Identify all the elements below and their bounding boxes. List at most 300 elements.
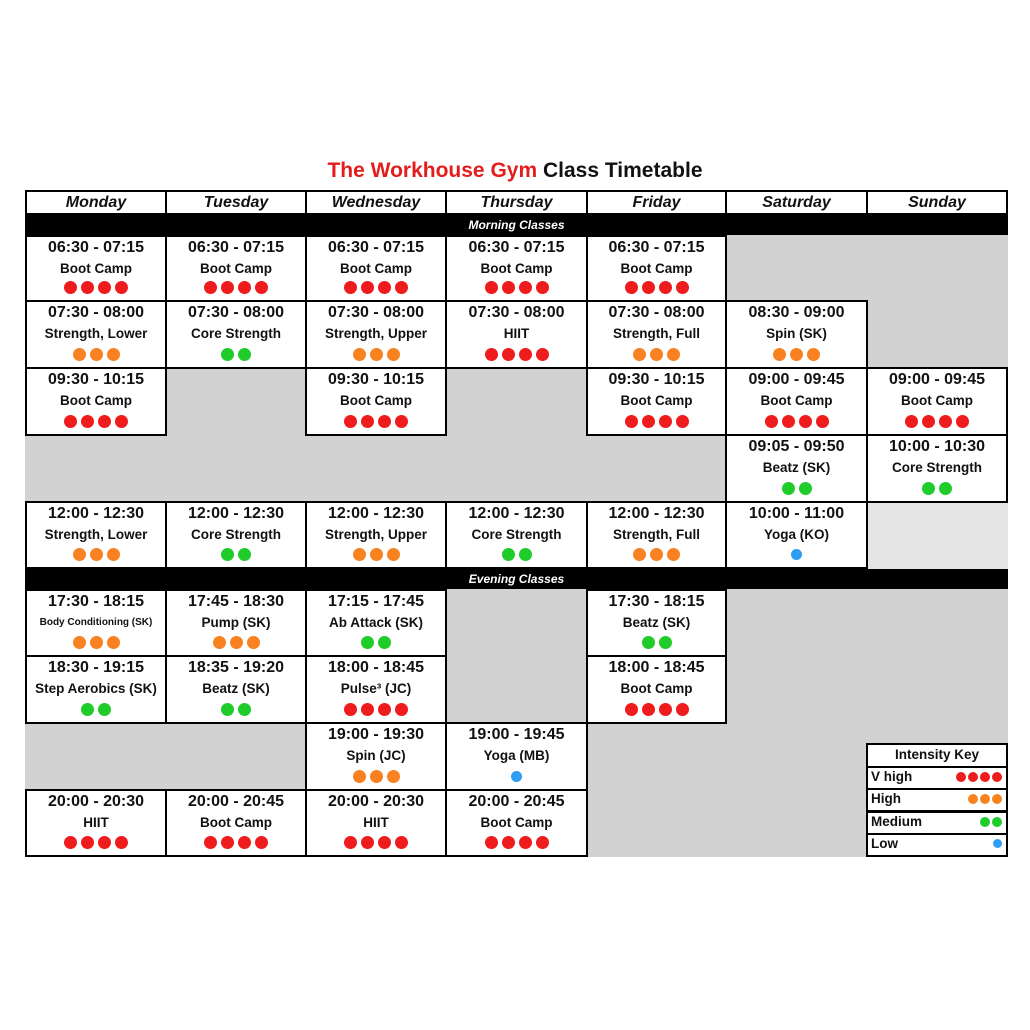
intensity-dot-icon xyxy=(395,281,408,294)
intensity-dot-icon xyxy=(633,548,646,561)
class-cell xyxy=(25,589,167,657)
class-time: 12:00 - 12:30 xyxy=(47,505,145,522)
class-name: Strength, Full xyxy=(613,527,700,542)
intensity-dot-icon xyxy=(485,836,498,849)
intensity-dot-icon xyxy=(361,415,374,428)
intensity-dot-icon xyxy=(81,415,94,428)
intensity-dots xyxy=(727,482,866,498)
intensity-dot-icon xyxy=(73,548,86,561)
empty-slot xyxy=(586,722,727,857)
class-name: Core Strength xyxy=(190,527,281,542)
intensity-dots xyxy=(868,482,1006,498)
class-cell xyxy=(866,367,1008,436)
intensity-dot-icon xyxy=(939,482,952,495)
intensity-dots xyxy=(447,770,586,786)
class-time: 17:45 - 18:30 xyxy=(187,593,285,610)
empty-slot xyxy=(25,722,307,790)
intensity-key-label: Medium xyxy=(871,814,923,829)
intensity-dot-icon xyxy=(650,548,663,561)
intensity-dot-icon xyxy=(221,703,234,716)
class-time: 09:30 - 10:15 xyxy=(608,371,705,388)
intensity-dot-icon xyxy=(992,817,1002,827)
class-name: Step Aerobics (SK) xyxy=(35,681,157,696)
intensity-dots xyxy=(167,836,305,852)
day-header-wednesday: Wednesday xyxy=(305,190,447,215)
class-cell xyxy=(25,235,167,302)
class-cell xyxy=(445,789,588,857)
intensity-key-dots xyxy=(955,771,1003,783)
intensity-dot-icon xyxy=(395,415,408,428)
intensity-key-title: Intensity Key xyxy=(894,747,980,762)
intensity-dot-icon xyxy=(667,548,680,561)
intensity-dot-icon xyxy=(790,348,803,361)
intensity-dot-icon xyxy=(107,636,120,649)
intensity-dot-icon xyxy=(370,348,383,361)
class-cell xyxy=(25,655,167,724)
intensity-dot-icon xyxy=(81,703,94,716)
intensity-dot-icon xyxy=(221,348,234,361)
empty-slot xyxy=(866,501,1008,569)
class-cell xyxy=(165,501,307,569)
gym-name: The Workhouse Gym xyxy=(327,159,538,182)
class-name: Ab Attack (SK) xyxy=(328,615,423,630)
intensity-dot-icon xyxy=(667,348,680,361)
intensity-dots xyxy=(27,281,165,297)
intensity-dot-icon xyxy=(922,415,935,428)
class-time: 12:00 - 12:30 xyxy=(468,505,565,522)
intensity-dot-icon xyxy=(115,836,128,849)
empty-slot xyxy=(25,434,727,503)
intensity-dot-icon xyxy=(395,836,408,849)
class-name: Boot Camp xyxy=(480,261,553,276)
intensity-dot-icon xyxy=(968,772,978,782)
intensity-dot-icon xyxy=(64,281,77,294)
intensity-dots xyxy=(588,703,725,719)
intensity-dot-icon xyxy=(387,348,400,361)
class-cell xyxy=(25,501,167,569)
class-time: 07:30 - 08:00 xyxy=(468,304,565,321)
intensity-dots xyxy=(167,348,305,364)
intensity-dots xyxy=(447,281,586,297)
intensity-dot-icon xyxy=(221,836,234,849)
class-cell xyxy=(165,789,307,857)
class-cell xyxy=(586,655,727,724)
class-name: Pulse³ (JC) xyxy=(340,681,412,696)
class-name: Core Strength xyxy=(891,460,982,475)
empty-slot xyxy=(446,367,588,436)
empty-slot xyxy=(866,300,1008,369)
intensity-dot-icon xyxy=(90,348,103,361)
intensity-dots xyxy=(27,836,165,852)
intensity-dot-icon xyxy=(922,482,935,495)
class-name: Boot Camp xyxy=(760,393,833,408)
intensity-dot-icon xyxy=(361,703,374,716)
intensity-dot-icon xyxy=(816,415,829,428)
class-name: Boot Camp xyxy=(200,815,272,830)
intensity-dot-icon xyxy=(642,636,655,649)
intensity-dot-icon xyxy=(73,636,86,649)
intensity-dot-icon xyxy=(344,281,357,294)
intensity-dot-icon xyxy=(659,636,672,649)
class-time: 06:30 - 07:15 xyxy=(327,239,425,256)
intensity-dot-icon xyxy=(625,281,638,294)
class-cell xyxy=(305,655,447,724)
intensity-dot-icon xyxy=(90,636,103,649)
intensity-dots xyxy=(27,548,165,564)
intensity-dot-icon xyxy=(642,281,655,294)
intensity-dot-icon xyxy=(625,415,638,428)
intensity-dots xyxy=(588,415,725,431)
class-name: Boot Camp xyxy=(620,393,693,408)
intensity-dot-icon xyxy=(238,281,251,294)
class-time: 20:00 - 20:45 xyxy=(468,793,565,810)
intensity-dot-icon xyxy=(221,281,234,294)
class-time: 06:30 - 07:15 xyxy=(47,239,145,256)
class-cell xyxy=(866,434,1008,503)
intensity-dots xyxy=(588,348,725,364)
intensity-dot-icon xyxy=(81,281,94,294)
class-cell xyxy=(165,589,307,657)
class-cell xyxy=(25,789,167,857)
class-time: 10:00 - 10:30 xyxy=(888,438,986,455)
intensity-dot-icon xyxy=(633,348,646,361)
intensity-key-dots xyxy=(967,793,1003,805)
class-time: 12:00 - 12:30 xyxy=(187,505,285,522)
class-name: Pump (SK) xyxy=(201,615,271,630)
intensity-dot-icon xyxy=(344,703,357,716)
class-time: 09:00 - 09:45 xyxy=(888,371,986,388)
intensity-dot-icon xyxy=(519,548,532,561)
intensity-dot-icon xyxy=(361,281,374,294)
intensity-dot-icon xyxy=(378,836,391,849)
intensity-dot-icon xyxy=(64,836,77,849)
intensity-dot-icon xyxy=(642,703,655,716)
intensity-dot-icon xyxy=(353,770,366,783)
class-name: Core Strength xyxy=(471,527,562,542)
intensity-dot-icon xyxy=(502,548,515,561)
class-name: HIIT xyxy=(83,815,109,830)
intensity-dot-icon xyxy=(536,836,549,849)
class-time: 09:30 - 10:15 xyxy=(47,371,145,388)
class-name: Boot Camp xyxy=(200,261,272,276)
intensity-dot-icon xyxy=(213,636,226,649)
class-time: 07:30 - 08:00 xyxy=(327,304,425,321)
class-time: 06:30 - 07:15 xyxy=(187,239,285,256)
class-name: Boot Camp xyxy=(480,815,553,830)
class-name: Strength, Lower xyxy=(44,326,148,341)
intensity-dot-icon xyxy=(255,836,268,849)
intensity-dots xyxy=(27,703,165,719)
intensity-dot-icon xyxy=(90,548,103,561)
class-time: 07:30 - 08:00 xyxy=(47,304,145,321)
intensity-dot-icon xyxy=(344,836,357,849)
class-time: 09:30 - 10:15 xyxy=(327,371,425,388)
intensity-dot-icon xyxy=(536,281,549,294)
empty-slot xyxy=(446,589,588,724)
intensity-dot-icon xyxy=(519,836,532,849)
intensity-dot-icon xyxy=(238,703,251,716)
class-time: 06:30 - 07:15 xyxy=(608,239,705,256)
class-time: 18:00 - 18:45 xyxy=(327,659,425,676)
intensity-dot-icon xyxy=(519,281,532,294)
class-cell xyxy=(305,722,447,791)
intensity-dot-icon xyxy=(344,415,357,428)
class-name: Strength, Full xyxy=(613,326,700,341)
intensity-dot-icon xyxy=(204,836,217,849)
intensity-dot-icon xyxy=(378,636,391,649)
section-bar-morning: Morning Classes xyxy=(25,215,1008,235)
intensity-dot-icon xyxy=(511,771,522,782)
intensity-dot-icon xyxy=(387,548,400,561)
intensity-dot-icon xyxy=(98,281,111,294)
class-time: 20:00 - 20:30 xyxy=(327,793,425,810)
intensity-dots xyxy=(588,548,725,564)
intensity-dots xyxy=(307,770,445,786)
intensity-dots xyxy=(727,415,866,431)
intensity-dots xyxy=(307,836,445,852)
class-cell xyxy=(445,722,588,791)
intensity-dot-icon xyxy=(993,839,1002,848)
intensity-dot-icon xyxy=(502,348,515,361)
class-cell xyxy=(586,367,727,436)
intensity-dot-icon xyxy=(370,770,383,783)
class-name: Body Conditioning (SK) xyxy=(39,617,153,628)
class-cell xyxy=(445,300,588,369)
intensity-dot-icon xyxy=(238,548,251,561)
intensity-dot-icon xyxy=(204,281,217,294)
intensity-dots xyxy=(27,348,165,364)
intensity-dot-icon xyxy=(247,636,260,649)
class-time: 06:30 - 07:15 xyxy=(468,239,565,256)
intensity-dots xyxy=(27,415,165,431)
class-name: Boot Camp xyxy=(340,393,412,408)
intensity-dot-icon xyxy=(378,703,391,716)
intensity-dot-icon xyxy=(64,415,77,428)
intensity-key-row xyxy=(866,833,1008,857)
intensity-dot-icon xyxy=(980,817,990,827)
class-cell xyxy=(586,300,727,369)
class-cell xyxy=(586,235,727,302)
intensity-dot-icon xyxy=(536,348,549,361)
class-time: 09:05 - 09:50 xyxy=(748,438,845,455)
intensity-dot-icon xyxy=(992,794,1002,804)
intensity-dot-icon xyxy=(659,703,672,716)
intensity-dots xyxy=(588,636,725,652)
intensity-dots xyxy=(727,348,866,364)
class-time: 19:00 - 19:45 xyxy=(468,726,565,743)
intensity-dot-icon xyxy=(956,415,969,428)
intensity-key-label: High xyxy=(871,791,901,806)
intensity-dot-icon xyxy=(939,415,952,428)
class-time: 17:30 - 18:15 xyxy=(608,593,705,610)
intensity-dots xyxy=(307,348,445,364)
intensity-key-label: Low xyxy=(871,836,898,851)
intensity-dots xyxy=(307,281,445,297)
class-cell xyxy=(305,589,447,657)
intensity-dot-icon xyxy=(230,636,243,649)
intensity-dot-icon xyxy=(107,348,120,361)
intensity-dot-icon xyxy=(361,636,374,649)
class-name: HIIT xyxy=(503,326,530,341)
class-time: 18:35 - 19:20 xyxy=(187,659,285,676)
empty-slot xyxy=(725,235,1008,302)
intensity-dot-icon xyxy=(765,415,778,428)
class-name: Spin (JC) xyxy=(346,748,406,763)
intensity-dot-icon xyxy=(378,281,391,294)
class-name: Boot Camp xyxy=(60,393,132,408)
intensity-dot-icon xyxy=(980,794,990,804)
day-header-friday: Friday xyxy=(586,190,727,215)
title-suffix: Class Timetable xyxy=(542,159,703,182)
intensity-dots xyxy=(307,548,445,564)
class-time: 12:00 - 12:30 xyxy=(327,505,425,522)
intensity-dots xyxy=(167,281,305,297)
intensity-dot-icon xyxy=(98,836,111,849)
intensity-dot-icon xyxy=(485,281,498,294)
class-cell xyxy=(165,235,307,302)
intensity-dots xyxy=(167,636,305,652)
intensity-key-dots xyxy=(992,838,1003,850)
intensity-dots xyxy=(307,636,445,652)
class-time: 18:30 - 19:15 xyxy=(47,659,145,676)
class-time: 09:00 - 09:45 xyxy=(748,371,845,388)
intensity-dot-icon xyxy=(238,836,251,849)
class-time: 18:00 - 18:45 xyxy=(608,659,705,676)
class-time: 12:00 - 12:30 xyxy=(608,505,705,522)
intensity-dot-icon xyxy=(659,415,672,428)
class-name: Boot Camp xyxy=(60,261,132,276)
intensity-dots xyxy=(307,415,445,431)
intensity-dot-icon xyxy=(370,548,383,561)
intensity-dots xyxy=(307,703,445,719)
intensity-dots xyxy=(727,548,866,564)
class-cell xyxy=(586,501,727,569)
day-header-sunday: Sunday xyxy=(866,190,1008,215)
intensity-dot-icon xyxy=(642,415,655,428)
intensity-dot-icon xyxy=(353,548,366,561)
intensity-dot-icon xyxy=(905,415,918,428)
intensity-dot-icon xyxy=(676,281,689,294)
class-cell xyxy=(725,367,868,436)
class-cell xyxy=(25,367,167,436)
class-name: Boot Camp xyxy=(620,261,693,276)
class-cell xyxy=(725,300,868,369)
class-cell xyxy=(445,235,588,302)
class-name: Beatz (SK) xyxy=(622,615,691,630)
class-cell xyxy=(725,434,868,503)
class-time: 07:30 - 08:00 xyxy=(187,304,285,321)
intensity-key-dots xyxy=(979,816,1003,828)
intensity-dots xyxy=(167,703,305,719)
intensity-dot-icon xyxy=(676,703,689,716)
class-name: Beatz (SK) xyxy=(762,460,831,475)
intensity-key-row xyxy=(866,766,1008,790)
class-name: HIIT xyxy=(363,815,389,830)
intensity-dot-icon xyxy=(115,415,128,428)
class-time: 17:15 - 17:45 xyxy=(327,593,425,610)
intensity-dot-icon xyxy=(485,348,498,361)
intensity-dots xyxy=(167,548,305,564)
intensity-dot-icon xyxy=(361,836,374,849)
empty-slot xyxy=(165,367,307,436)
class-time: 20:00 - 20:30 xyxy=(47,793,145,810)
class-name: Yoga (KO) xyxy=(764,527,829,542)
intensity-dot-icon xyxy=(81,836,94,849)
intensity-dots xyxy=(868,415,1006,431)
class-name: Yoga (MB) xyxy=(483,748,550,763)
intensity-dot-icon xyxy=(676,415,689,428)
intensity-key-label: V high xyxy=(871,769,913,784)
intensity-dot-icon xyxy=(353,348,366,361)
day-header-monday: Monday xyxy=(25,190,167,215)
intensity-dot-icon xyxy=(387,770,400,783)
class-name: Strength, Upper xyxy=(324,527,427,542)
intensity-dots xyxy=(588,281,725,297)
intensity-dots xyxy=(27,636,165,652)
class-cell xyxy=(305,235,447,302)
intensity-dot-icon xyxy=(115,281,128,294)
class-cell xyxy=(165,655,307,724)
class-name: Strength, Upper xyxy=(324,326,427,341)
class-cell xyxy=(165,300,307,369)
class-cell xyxy=(25,300,167,369)
intensity-dot-icon xyxy=(502,281,515,294)
intensity-dot-icon xyxy=(799,482,812,495)
intensity-dot-icon xyxy=(625,703,638,716)
intensity-key xyxy=(866,743,1008,768)
class-time: 17:30 - 18:15 xyxy=(47,593,145,610)
intensity-dot-icon xyxy=(992,772,1002,782)
class-time: 07:30 - 08:00 xyxy=(608,304,705,321)
class-cell xyxy=(445,501,588,569)
intensity-key-row xyxy=(866,788,1008,812)
intensity-dot-icon xyxy=(956,772,966,782)
intensity-dot-icon xyxy=(107,548,120,561)
class-time: 10:00 - 11:00 xyxy=(748,505,845,522)
class-cell xyxy=(305,300,447,369)
intensity-dot-icon xyxy=(782,482,795,495)
intensity-dot-icon xyxy=(395,703,408,716)
class-name: Spin (SK) xyxy=(766,326,827,341)
intensity-dot-icon xyxy=(650,348,663,361)
class-name: Strength, Lower xyxy=(44,527,148,542)
class-name: Core Strength xyxy=(190,326,281,341)
section-bar-evening: Evening Classes xyxy=(25,569,1008,589)
intensity-dot-icon xyxy=(98,415,111,428)
intensity-dot-icon xyxy=(98,703,111,716)
class-time: 20:00 - 20:45 xyxy=(187,793,285,810)
class-cell xyxy=(725,501,868,569)
class-time: 08:30 - 09:00 xyxy=(748,304,845,321)
intensity-dot-icon xyxy=(73,348,86,361)
intensity-dot-icon xyxy=(791,549,802,560)
intensity-dot-icon xyxy=(238,348,251,361)
day-header-saturday: Saturday xyxy=(725,190,868,215)
class-name: Boot Camp xyxy=(620,681,693,696)
intensity-dot-icon xyxy=(502,836,515,849)
intensity-dot-icon xyxy=(519,348,532,361)
class-time: 19:00 - 19:30 xyxy=(327,726,425,743)
intensity-dot-icon xyxy=(378,415,391,428)
intensity-dot-icon xyxy=(807,348,820,361)
intensity-dots xyxy=(447,836,586,852)
day-header-tuesday: Tuesday xyxy=(165,190,307,215)
intensity-key-row xyxy=(866,811,1008,835)
class-name: Beatz (SK) xyxy=(202,681,270,696)
intensity-dot-icon xyxy=(799,415,812,428)
class-cell xyxy=(305,501,447,569)
intensity-dot-icon xyxy=(221,548,234,561)
